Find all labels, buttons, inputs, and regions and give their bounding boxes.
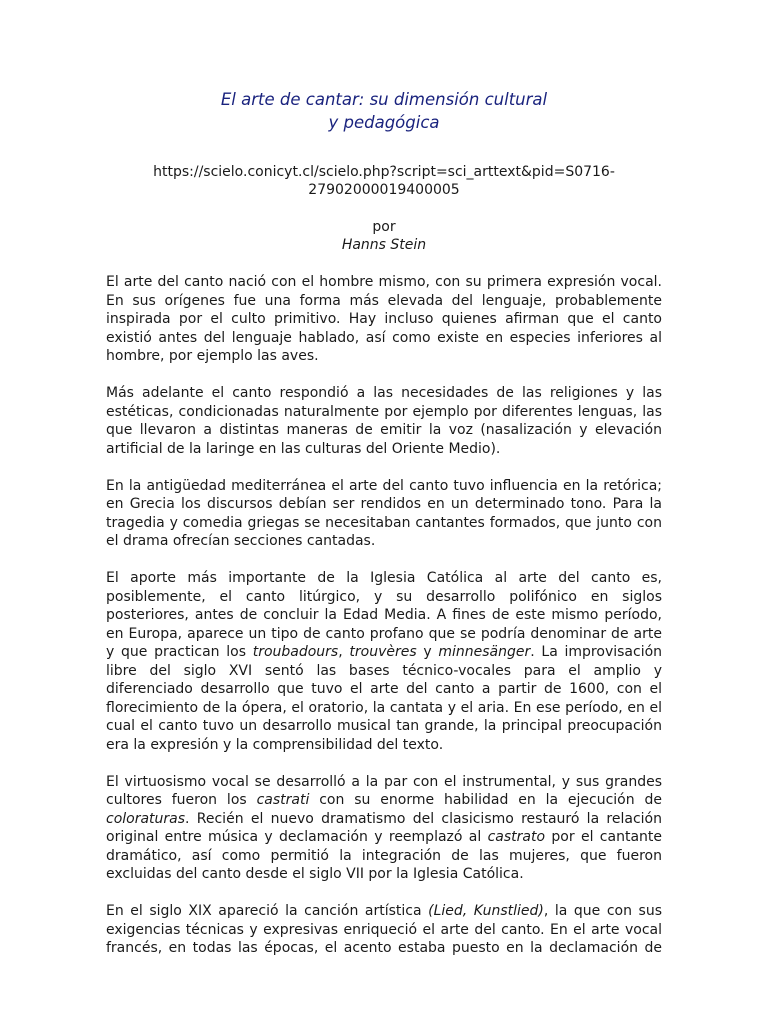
source-url (106, 163, 662, 199)
article-title-line-2: y pedagógica (328, 113, 440, 132)
article-title (106, 88, 662, 134)
term-trouveres: trouvères (349, 644, 417, 660)
term-coloraturas: coloraturas (106, 810, 186, 827)
source-url-line-2: 27902000019400005 (308, 182, 460, 198)
source-url-line-1: https://scielo.conicyt.cl/scielo.php?script=sci_arttext&pid=S0716- (153, 164, 615, 180)
paragraph-5-text-c: . Recién el nuevo dramatismo del clasicismo restauró la relación original entre música y declamación y reemplazó al (106, 810, 662, 845)
document-page (106, 88, 662, 976)
paragraph-6 (106, 902, 662, 958)
paragraph-4-sep-2: y (416, 644, 439, 660)
paragraph-1: El arte del canto nació con el hombre mismo, con su primera expresión vocal. En sus orígenes fue una forma más elevada del lenguaje, probablemente inspirada por el culto primitivo. Hay incluso quienes afirman que el canto existió antes del lenguaje hablado, así como existe en especies inferiores al hombre, por ejemplo las aves. (106, 274, 662, 364)
byline (106, 218, 662, 254)
paragraph-4-text-a: El aporte más importante de la Iglesia Católica al arte del canto es, posiblemente, el canto litúrgico, y su desarrollo polifónico en siglos posteriores, antes de concluir la Edad Media. A fines de este mismo período, en Europa, aparece un tipo de canto profano que se podría denominar de arte y que practican los (106, 570, 662, 660)
paragraph-6-text-b: , la que con sus exigencias técnicas y expresivas enriqueció el arte del canto. En el arte vocal francés, en todas las épocas, el acento estaba puesto en la declamación de (106, 903, 662, 956)
paragraph-2: Más adelante el canto respondió a las necesidades de las religiones y las estéticas, condicionadas naturalmente por ejemplo por diferentes lenguas, las que llevaron a distintas maneras de emitir la voz (nasalización y elevación artificial de la laringe en las culturas del Oriente Medio). (106, 385, 662, 457)
term-lied: (Lied, Kunstlied) (428, 903, 544, 919)
paragraph-5 (106, 773, 662, 884)
by-label: por (372, 219, 396, 235)
paragraph-5-text-b: con su enorme habilidad en la ejecución de (309, 792, 662, 808)
term-troubadours: troubadours (252, 644, 339, 660)
term-castrato: castrato (487, 829, 546, 845)
paragraph-5-text-d: por el cantante dramático, así como permitió la integración de las mujeres, que fueron excluidas del canto desde el siglo VII por la Iglesia Católica. (106, 829, 662, 882)
paragraph-4 (106, 569, 662, 754)
paragraph-6-text-a: En el siglo XIX apareció la canción artística (106, 903, 429, 919)
term-minnesanger: minnesänger (438, 644, 531, 660)
article-title-line-1: El arte de cantar: su dimensión cultural (220, 90, 548, 109)
paragraph-3: En la antigüedad mediterránea el arte del canto tuvo influencia en la retórica; en Grecia los discursos debían ser rendidos en un determinado tono. Para la tragedia y comedia griegas se necesitaban cantantes formados, que junto con el drama ofrecían secciones cantadas. (106, 477, 662, 549)
paragraph-5-text-a: El virtuosismo vocal se desarrolló a la par con el instrumental, y sus grandes cultores fueron los (106, 773, 662, 808)
paragraph-4-text-b: . La improvisación libre del siglo XVI sentó las bases técnico-vocales para el amplio y diferenciado desarrollo que tuvo el arte del canto a partir de 1600, con el florecimiento de la ópera, el oratorio, la cantata y el aria. En ese período, en el cual el canto tuvo un desarrollo musical tan grande, la principal preocupación era la expresión y la comprensibilidad del texto. (106, 644, 663, 753)
author-name: Hanns Stein (341, 237, 427, 253)
article-body (106, 273, 662, 958)
term-castrati: castrati (256, 792, 310, 808)
paragraph-4-sep-1: , (338, 644, 350, 660)
